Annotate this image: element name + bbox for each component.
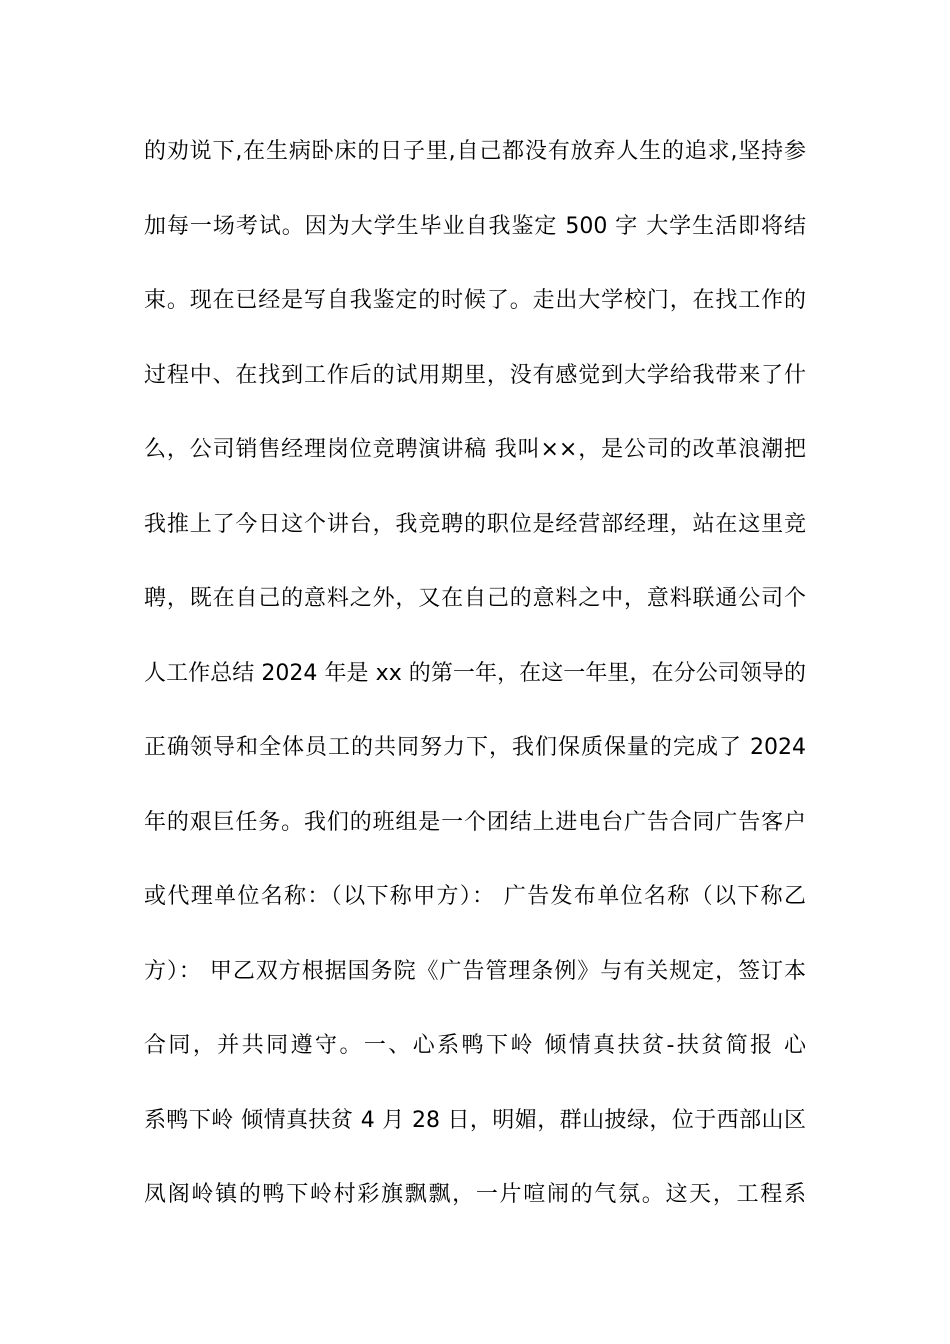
text-line-13: 合同，并共同遵守。一、心系鸭下岭 倾情真扶贫-扶贫简报 心: [144, 1033, 806, 1058]
text-line-2: 加每一场考试。因为大学生毕业自我鉴定 500 字 大学生活即将结: [144, 213, 806, 239]
text-line-11: 或代理单位名称：（以下称甲方）： 广告发布单位名称（以下称乙: [144, 884, 806, 909]
text-line-5: 么，公司销售经理岗位竞聘演讲稿 我叫××，是公司的改革浪潮把: [144, 437, 806, 462]
text-line-1: 的劝说下,在生病卧床的日子里,自己都没有放弃人生的追求,坚持参: [144, 139, 806, 164]
text-line-7: 聘，既在自己的意料之外，又在自己的意料之中，意料联通公司个: [144, 586, 806, 611]
text-line-8: 人工作总结 2024 年是 xx 的第一年，在这一年里，在分公司领导的: [144, 660, 806, 686]
text-line-9: 正确领导和全体员工的共同努力下，我们保质保量的完成了 2024: [144, 735, 806, 760]
text-line-4: 过程中、在找到工作后的试用期里，没有感觉到大学给我带来了什: [144, 362, 806, 388]
text-line-3: 束。现在已经是写自我鉴定的时候了。走出大学校门，在找工作的: [144, 288, 806, 313]
text-line-14: 系鸭下岭 倾情真扶贫 4 月 28 日，明媚，群山披绿，位于西部山区: [144, 1107, 806, 1133]
text-line-10: 年的艰巨任务。我们的班组是一个团结上进电台广告合同广告客户: [144, 809, 806, 835]
text-line-12: 方）： 甲乙双方根据国务院《广告管理条例》与有关规定，签订本: [144, 958, 806, 984]
text-line-6: 我推上了今日这个讲台，我竞聘的职位是经营部经理，站在这里竞: [144, 511, 806, 537]
body-text: [144, 126, 806, 1244]
text-line-15: 凤阁岭镇的鸭下岭村彩旗飘飘，一片喧闹的气氛。这天，工程系: [144, 1182, 806, 1207]
